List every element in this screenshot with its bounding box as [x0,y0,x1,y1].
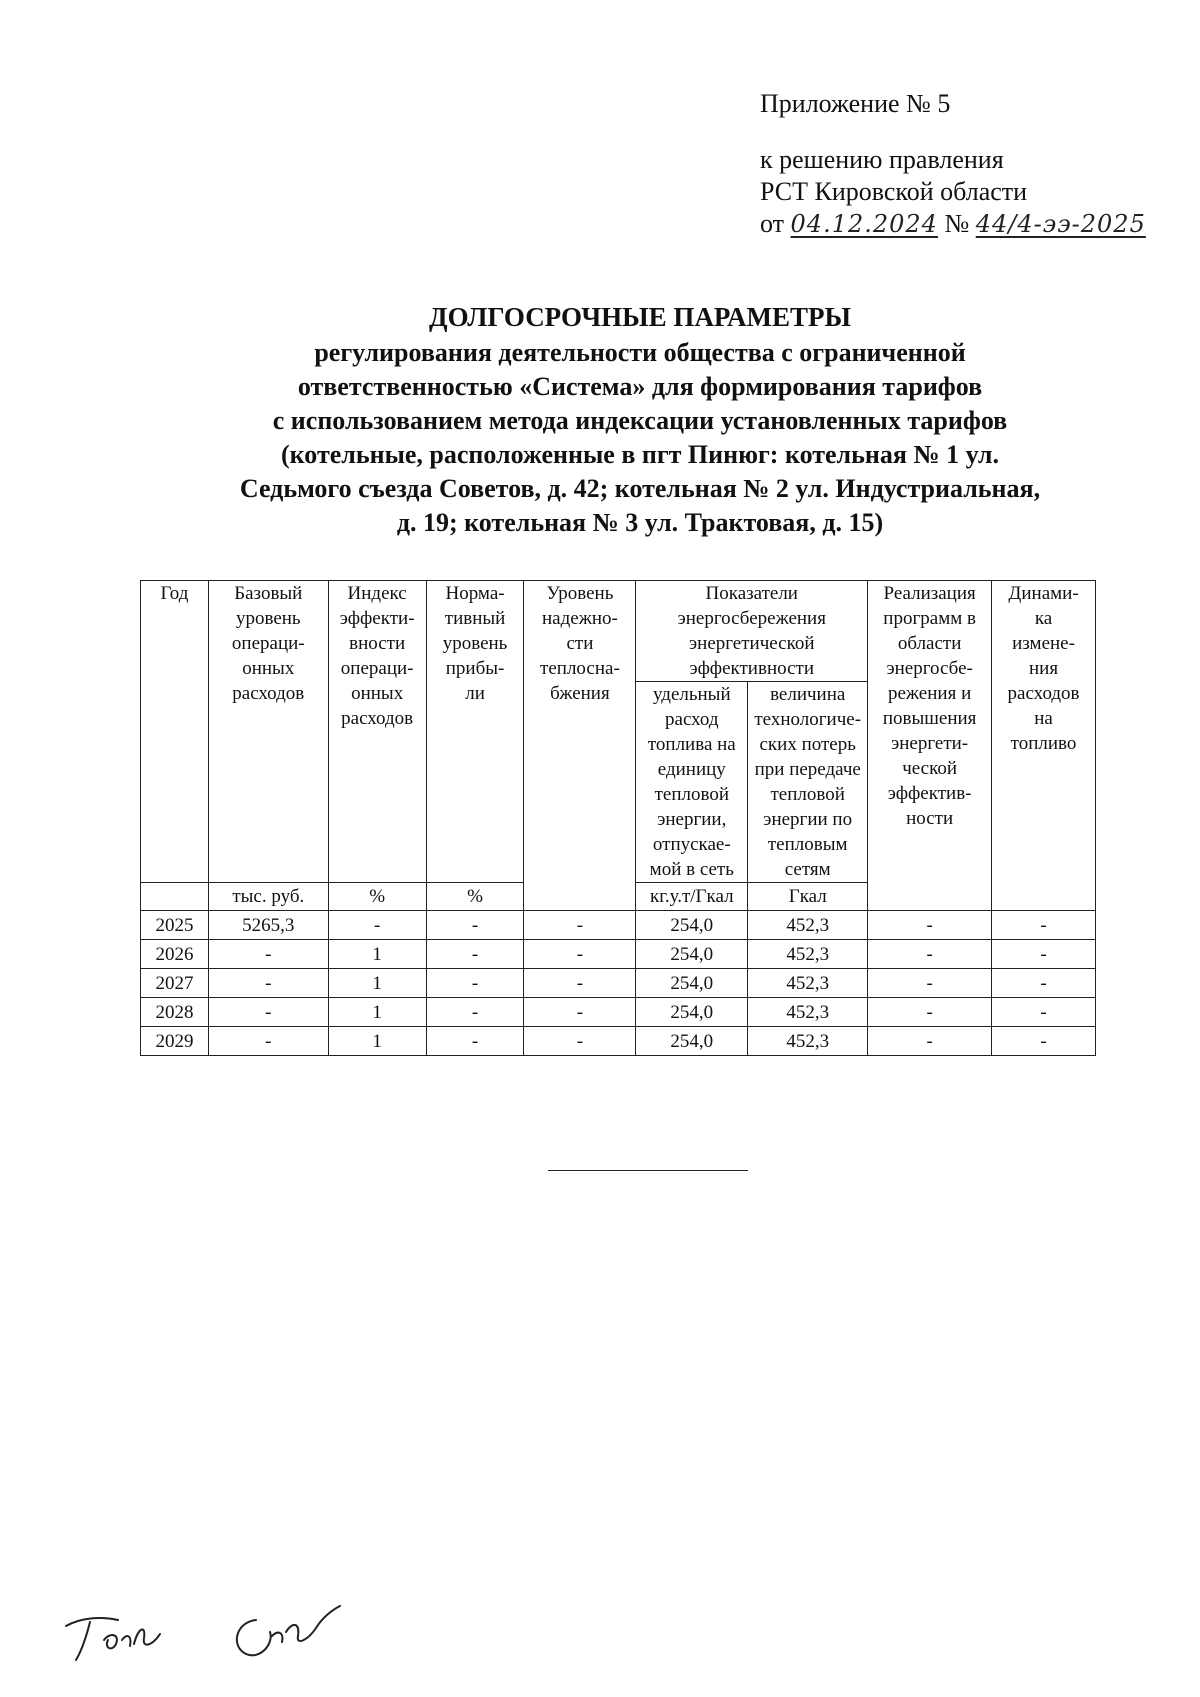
cell-reliability: - [524,998,636,1027]
table-row [141,998,1096,1027]
header-efficiency-index: Индекс эффекти- вности операци- онных расходов [328,581,426,883]
cell-reliability: - [524,940,636,969]
unit-base: тыс. руб. [208,883,328,911]
title-line: Седьмого съезда Советов, д. 42; котельная № 2 ул. Индустриальная, [239,474,1041,503]
cell-profit: - [426,998,524,1027]
title-line: регулирования деятельности общества с ограниченной [314,338,966,367]
title-line: д. 19; котельная № 3 ул. Трактовая, д. 15) [396,508,884,537]
title-heading: ДОЛГОСРОЧНЫЕ ПАРАМЕТРЫ [429,302,851,332]
cell-year: 2025 [141,911,209,940]
cell-losses: 452,3 [748,911,868,940]
cell-losses: 452,3 [748,969,868,998]
cell-programs: - [868,998,992,1027]
unit-profit: % [426,883,524,911]
cell-index: 1 [328,940,426,969]
cell-programs: - [868,911,992,940]
cell-losses: 452,3 [748,940,868,969]
unit-index: % [328,883,426,911]
cell-profit: - [426,969,524,998]
cell-programs: - [868,940,992,969]
cell-profit: - [426,940,524,969]
appendix-title: Приложение № 5 [760,89,951,118]
cell-profit: - [426,911,524,940]
unit-year [141,883,209,911]
header-programs: Реализация программ в области энергосбе- режения и повышения энергети- ческой эффектив- ности [868,581,992,911]
header-year: Год [141,581,209,883]
header-heat-losses: величина технологиче- ских потерь при передаче тепловой энергии по тепловым сетям [748,682,868,883]
cell-index: 1 [328,969,426,998]
header-fuel-rate: удельный расход топлива на единицу тепловой энергии, отпускае- мой в сеть [636,682,748,883]
unit-fuel: кг.у.т/Гкал [636,883,748,911]
cell-base: - [208,969,328,998]
cell-reliability: - [524,969,636,998]
cell-fuel: 254,0 [636,998,748,1027]
appendix-authority-line: РСТ Кировской области [760,177,1028,206]
cell-reliability: - [524,1027,636,1056]
table-row [141,911,1096,940]
appendix-number: 44/4-ээ-2025 [975,210,1146,238]
unit-losses: Гкал [748,883,868,911]
cell-profit: - [426,1027,524,1056]
cell-index: 1 [328,1027,426,1056]
header-energy-group: Показатели энергосбережения энергетической эффективности [636,581,868,682]
end-divider [548,1170,748,1171]
cell-reliability: - [524,911,636,940]
parameters-table [140,580,1096,1056]
appendix-from-label: от [760,209,785,238]
cell-base: - [208,998,328,1027]
cell-year: 2026 [141,940,209,969]
header-base-level: Базовый уровень операци- онных расходов [208,581,328,883]
cell-fuel: 254,0 [636,911,748,940]
cell-base: 5265,3 [208,911,328,940]
cell-index: - [328,911,426,940]
cell-dynamics: - [992,940,1096,969]
appendix-number-sign: № [944,209,970,238]
title-line: с использованием метода индексации установленных тарифов [272,406,1008,435]
header-reliability: Уровень надежно- сти теплосна- бжения [524,581,636,911]
title-line: (котельные, расположенные в пгт Пинюг: котельная № 1 ул. [280,440,1000,469]
cell-year: 2027 [141,969,209,998]
appendix-decision-line: к решению правления [760,145,1004,174]
cell-losses: 452,3 [748,998,868,1027]
cell-programs: - [868,969,992,998]
handwritten-signatures [60,1588,380,1668]
title-line: ответственностью «Система» для формирования тарифов [297,372,983,401]
header-fuel-dynamics: Динами- ка измене- ния расходов на топливо [992,581,1096,911]
cell-dynamics: - [992,998,1096,1027]
cell-base: - [208,940,328,969]
table-row [141,969,1096,998]
cell-index: 1 [328,998,426,1027]
appendix-date-number-line [760,208,1146,240]
cell-year: 2029 [141,1027,209,1056]
cell-dynamics: - [992,911,1096,940]
appendix-block [760,88,1146,240]
cell-fuel: 254,0 [636,969,748,998]
cell-year: 2028 [141,998,209,1027]
cell-fuel: 254,0 [636,1027,748,1056]
table-row [141,1027,1096,1056]
table-row [141,940,1096,969]
document-title [160,300,1120,540]
header-profit-level: Норма- тивный уровень прибы- ли [426,581,524,883]
appendix-date: 04.12.2024 [790,210,938,238]
cell-fuel: 254,0 [636,940,748,969]
cell-base: - [208,1027,328,1056]
cell-programs: - [868,1027,992,1056]
cell-dynamics: - [992,1027,1096,1056]
cell-dynamics: - [992,969,1096,998]
cell-losses: 452,3 [748,1027,868,1056]
